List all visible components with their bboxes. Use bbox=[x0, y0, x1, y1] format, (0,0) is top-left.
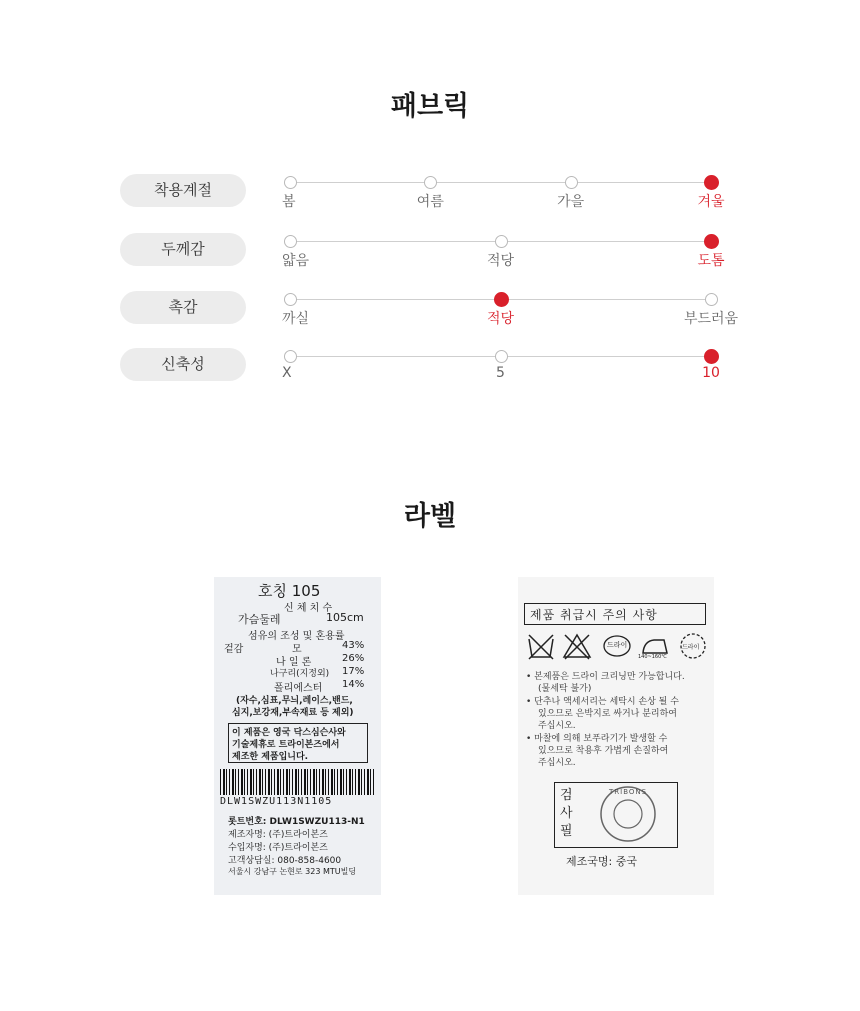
scale-option-label: 10 bbox=[702, 365, 720, 381]
scale-track bbox=[290, 182, 711, 183]
scale-dot-selected bbox=[704, 175, 719, 190]
scale-dot bbox=[284, 350, 297, 363]
scale-option-label: X bbox=[282, 365, 292, 381]
scale-option-label: 까실 bbox=[282, 311, 310, 327]
no-wash-icon bbox=[526, 631, 556, 661]
attribute-label: 신축성 bbox=[120, 348, 246, 381]
notice-line2: 기술제휴로 트라이본즈에서 bbox=[232, 740, 340, 750]
composition-label-photo bbox=[214, 577, 381, 895]
fiber4: 폴리에스터 bbox=[274, 683, 323, 694]
scale-option-label: 봄 bbox=[282, 194, 296, 210]
fiber4-pct: 14% bbox=[342, 679, 365, 690]
label-title: 라벨 bbox=[403, 501, 457, 532]
barcode bbox=[220, 769, 374, 795]
care-header: 제품 취급시 주의 사항 bbox=[530, 608, 658, 622]
scale-dot bbox=[495, 235, 508, 248]
chest-label: 가슴둘레 bbox=[238, 613, 281, 626]
scale-option-label: 얇음 bbox=[282, 253, 310, 269]
outer-label: 겉감 bbox=[224, 644, 244, 655]
note1a: • 본제품은 드라이 크리닝만 가능합니다. bbox=[526, 672, 685, 682]
icon-text-1: 드라이 bbox=[607, 641, 628, 649]
scale-option-label: 5 bbox=[496, 365, 505, 381]
note3a: • 마찰에 의해 보푸라기가 발생할 수 bbox=[526, 734, 668, 744]
attribute-label: 착용계절 bbox=[120, 174, 246, 207]
fabric-row bbox=[120, 291, 760, 331]
icon-text-2: 140~160℃ bbox=[638, 654, 667, 660]
chest-value: 105cm bbox=[326, 611, 364, 624]
scale-dot bbox=[565, 176, 578, 189]
attribute-label: 두께감 bbox=[120, 233, 246, 266]
address: 서울시 강남구 논현로 323 MTU빌딩 bbox=[228, 867, 357, 876]
scale-dot bbox=[284, 293, 297, 306]
scale-dot-selected bbox=[704, 234, 719, 249]
fiber1-pct: 43% bbox=[342, 640, 365, 651]
fiber3-pct: 17% bbox=[342, 666, 365, 677]
fabric-row bbox=[120, 174, 760, 214]
scale-dot bbox=[284, 176, 297, 189]
fiber3: 나구리(지정외) bbox=[270, 669, 330, 679]
attribute-label: 촉감 bbox=[120, 291, 246, 324]
note2c: 주십시오. bbox=[538, 721, 576, 731]
fabric-title: 패브릭 bbox=[390, 91, 470, 122]
stamp-text: TRIBONS bbox=[609, 788, 648, 796]
exclusion-line2: 심지,보강재,부속재료 등 제외) bbox=[232, 708, 354, 718]
scale-option-label: 부드러움 bbox=[683, 311, 739, 327]
care-label-photo bbox=[518, 577, 714, 895]
fiber2: 나 일 론 bbox=[276, 657, 312, 668]
fabric-row bbox=[120, 233, 760, 273]
scale-option-label: 도톰 bbox=[697, 253, 725, 269]
maker: 제조자명: (주)트라이본즈 bbox=[228, 830, 328, 840]
note3c: 주십시오. bbox=[538, 758, 576, 768]
scale-dot bbox=[424, 176, 437, 189]
notice-line3: 제조한 제품입니다. bbox=[232, 752, 309, 762]
scale-option-label: 여름 bbox=[416, 194, 444, 210]
no-bleach-icon bbox=[562, 631, 592, 661]
notice-line1: 이 제품은 영국 닥스심슨사와 bbox=[232, 728, 346, 738]
fiber1: 모 bbox=[292, 644, 302, 655]
scale-dot-selected bbox=[704, 349, 719, 364]
barcode-text: DLW1SWZU113N1105 bbox=[220, 796, 333, 807]
inspection-label: 검사필 bbox=[560, 788, 573, 839]
size-title: 호칭 105 bbox=[258, 582, 321, 600]
scale-dot-selected bbox=[494, 292, 509, 307]
importer: 수입자명: (주)트라이본즈 bbox=[228, 843, 328, 853]
composition-title: 섬유의 조성 및 혼용률 bbox=[248, 631, 345, 642]
scale-dot bbox=[284, 235, 297, 248]
exclusion-line1: (자수,심표,무늬,레이스,밴드, bbox=[236, 696, 353, 706]
scale-dot bbox=[495, 350, 508, 363]
note3b: 있으므로 착용후 가볍게 손질하여 bbox=[538, 746, 669, 756]
origin: 제조국명: 중국 bbox=[566, 855, 637, 868]
scale-option-label: 적당 bbox=[486, 253, 515, 269]
fiber2-pct: 26% bbox=[342, 653, 365, 664]
note1b: (물세탁 불가) bbox=[538, 684, 592, 694]
icon-text-3: 드라이 bbox=[682, 644, 700, 651]
note2a: • 단추나 액세서리는 세탁시 손상 될 수 bbox=[526, 697, 679, 707]
scale-option-label: 적당 bbox=[486, 311, 515, 327]
note2b: 있으므로 은박지로 싸거나 분리하여 bbox=[538, 709, 677, 719]
fabric-row bbox=[120, 348, 760, 388]
customer-service: 고객상담실: 080-858-4600 bbox=[228, 856, 342, 866]
lot-number: 롯트번호: DLW1SWZU113-N1 bbox=[228, 817, 365, 827]
body-size-label: 신 체 치 수 bbox=[284, 603, 333, 614]
scale-dot bbox=[705, 293, 718, 306]
scale-option-label: 가을 bbox=[557, 194, 585, 210]
scale-option-label: 겨울 bbox=[697, 194, 725, 210]
